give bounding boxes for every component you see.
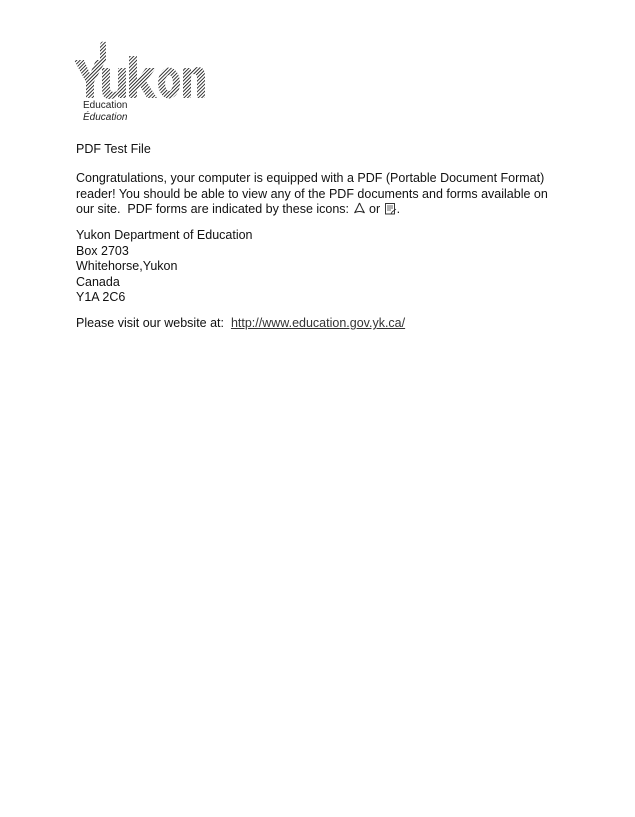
logo-subtitle-english: Education [83,100,128,111]
address-line-4: Canada [76,274,120,289]
paragraph-line-3-suffix: . [396,202,401,216]
address-line-5: Y1A 2C6 [76,290,126,304]
mailing-address [76,228,253,306]
website-line [76,316,405,332]
intro-paragraph [76,171,566,218]
website-link[interactable]: http://www.education.gov.yk.ca/ [230,316,406,330]
pdf-form-icon [384,202,397,215]
address-line-2: Box 2703 [76,243,129,258]
website-label: Please visit our website at: [76,316,231,330]
acrobat-icon [353,202,366,215]
paragraph-line-1: Congratulations, your computer is equipped with a PDF (Portable Document Format) [76,171,545,185]
paragraph-line-3-prefix: our site. PDF forms are indicated by these icons: [76,202,353,216]
paragraph-line-3 [76,202,566,218]
logo-subtitle [83,100,127,124]
address-line-1: Yukon Department of Education [76,228,253,242]
address-line-3: Whitehorse,Yukon [76,259,178,273]
paragraph-line-2: reader! You should be able to view any of the PDF documents and forms available on [76,186,548,201]
logo-subtitle-french: Éducation [83,112,128,123]
yukon-logo [70,38,205,100]
document-title: PDF Test File [76,142,151,156]
yukon-education-logo [70,38,205,128]
paragraph-line-3-mid: or [365,202,384,216]
